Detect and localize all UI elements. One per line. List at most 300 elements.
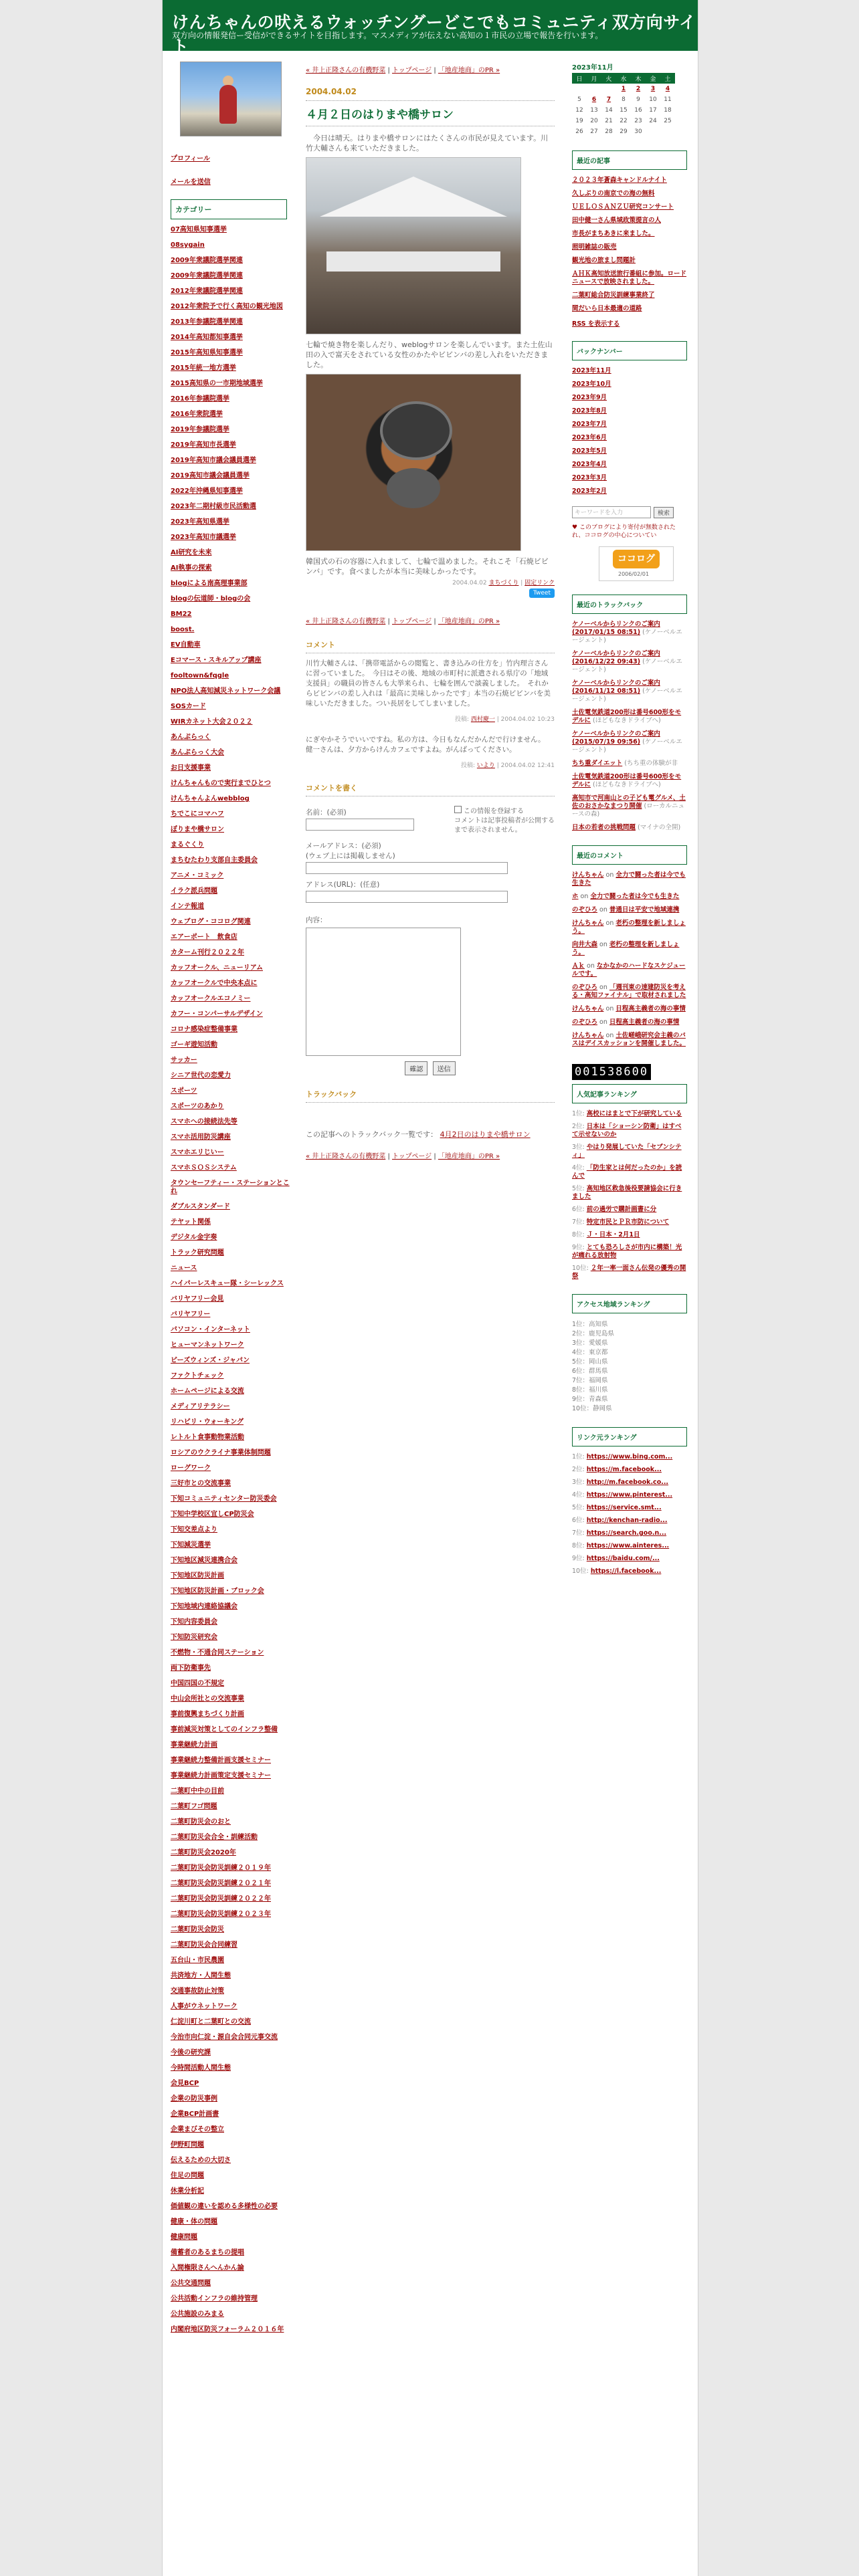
trackback-side-link[interactable]: 土佐電気鉄道200形は番号600形をモデルに bbox=[572, 709, 682, 724]
backnumber-link[interactable]: 2023年7月 bbox=[572, 421, 607, 428]
category-item bbox=[171, 1680, 291, 1688]
recent-comment-author[interactable]: ホ bbox=[572, 893, 579, 900]
calendar-weekday: 水 bbox=[616, 73, 631, 84]
category-item bbox=[171, 1010, 291, 1018]
category-link[interactable]: 下知地区防災計画・ブロック会 bbox=[171, 1588, 264, 1595]
category-link[interactable]: テヤット関係 bbox=[171, 1218, 211, 1226]
category-link[interactable]: 2015高知県の一市期地域選挙 bbox=[171, 380, 263, 387]
referrer-link[interactable]: https://baidu.com/... bbox=[586, 1555, 660, 1562]
category-link[interactable]: EV自動車 bbox=[171, 641, 201, 649]
recent-comment-author[interactable]: けんちゃん bbox=[572, 1005, 604, 1012]
backnumber-link[interactable]: 2023年2月 bbox=[572, 488, 607, 495]
popular-link[interactable]: 特定市民とＰＲ市防について bbox=[586, 1218, 670, 1226]
category-link[interactable]: 内閣府地区防災フォーラム２０１６年 bbox=[171, 2326, 284, 2333]
calendar-day[interactable]: 19 bbox=[575, 118, 583, 124]
category-link[interactable]: 下知地区減災連携合会 bbox=[171, 1557, 237, 1564]
category-link[interactable]: 2019年高知市議会議員選挙 bbox=[171, 457, 256, 464]
calendar-day[interactable]: 22 bbox=[619, 118, 628, 124]
category-item bbox=[171, 872, 291, 880]
photo-tent bbox=[320, 177, 507, 217]
category-link[interactable]: スマホエリじいー bbox=[171, 1149, 224, 1156]
category-item bbox=[171, 1180, 291, 1196]
category-link[interactable]: けんちゃんもので実行までひとつ bbox=[171, 780, 271, 787]
popular-link[interactable]: 日本は「ショーシン防衛」はすべて示せないのか bbox=[572, 1123, 682, 1138]
category-link[interactable]: 住足の問題 bbox=[171, 2172, 204, 2179]
category-link[interactable]: インテ報道 bbox=[171, 903, 204, 910]
badge-text-label[interactable]: このブログにより寄付が無数されたれ、ココログの中心についてい bbox=[572, 524, 676, 539]
category-link[interactable]: ローグワーク bbox=[171, 1465, 211, 1472]
recent-link[interactable]: ＡＨＫ高知放送旅行番組に参加。ロードニュースで放映されました。 bbox=[572, 270, 687, 286]
category-item bbox=[171, 580, 291, 588]
category-link[interactable]: 二葉町防災会合全・訓練活動 bbox=[171, 1834, 258, 1841]
category-link[interactable]: 企業の防災事例 bbox=[171, 2095, 217, 2103]
calendar-weekday: 火 bbox=[601, 73, 616, 84]
content-textarea[interactable] bbox=[306, 928, 461, 1056]
category-item bbox=[171, 964, 291, 972]
category-link[interactable]: 2019年高知市長選挙 bbox=[171, 441, 236, 449]
referrer-link[interactable]: https://service.smt... bbox=[586, 1504, 662, 1511]
calendar-day[interactable]: 17 bbox=[649, 107, 657, 114]
category-link[interactable]: 仁淀川町と二葉町との交流 bbox=[171, 2018, 251, 2026]
calendar-day[interactable]: 8 bbox=[622, 96, 626, 103]
category-link[interactable]: タウンセーフティー・ステーションとこれ bbox=[171, 1180, 290, 1195]
category-link[interactable]: 事業継続力整備計画支援セミナー bbox=[171, 1757, 271, 1764]
calendar-day[interactable]: 28 bbox=[605, 128, 613, 135]
category-link[interactable]: 共済地方・人間生態 bbox=[171, 1972, 231, 1979]
trackback-side-link[interactable]: ケノーベルからリンクのご案内(2015/07/19 09:56) bbox=[572, 730, 660, 746]
prev-post-link[interactable]: « 井上正隆さんの有機野菜 bbox=[306, 67, 386, 74]
category-link[interactable]: 公共活動インフラの維持管理 bbox=[171, 2295, 258, 2302]
recent-link[interactable]: 二葉町総合防災訓練事業終了 bbox=[572, 292, 655, 299]
category-link[interactable]: スマホ活用防災講座 bbox=[171, 1134, 231, 1141]
category-link[interactable]: ロシアのウクライナ事業体制問題 bbox=[171, 1449, 271, 1457]
category-link[interactable]: 2019高知市議会議員選挙 bbox=[171, 472, 250, 479]
search-input[interactable]: キーワードを入力 bbox=[572, 506, 651, 518]
referrer-link[interactable]: https://m.facebook... bbox=[586, 1466, 662, 1473]
category-link[interactable]: blogによる南高理事業部 bbox=[171, 580, 248, 587]
category-link[interactable]: fooltown&fqgle bbox=[171, 672, 229, 679]
next-post-link-3[interactable]: 「地産地商」のPR » bbox=[438, 1153, 500, 1160]
category-link[interactable]: 07高知県知事選挙 bbox=[171, 226, 227, 233]
post-category-link[interactable]: まちづくり bbox=[488, 580, 519, 586]
category-link[interactable]: 2009年衆議院選挙関連 bbox=[171, 257, 243, 264]
category-link[interactable]: カッフオークルエコノミー bbox=[171, 995, 251, 1002]
category-link[interactable]: 2023年高知県選挙 bbox=[171, 518, 229, 526]
category-link[interactable]: カッフオークルで中央本点に bbox=[171, 980, 258, 987]
calendar-day[interactable]: 26 bbox=[575, 128, 583, 135]
profile-link[interactable]: プロフィール bbox=[171, 155, 210, 163]
category-link[interactable]: 事前復興まちづくり計画 bbox=[171, 1711, 244, 1718]
category-link[interactable]: 二葉町防災会防災訓練２０２３年 bbox=[171, 1911, 271, 1918]
calendar-day[interactable]: 25 bbox=[664, 118, 672, 124]
category-link[interactable]: 事業継続力計画策定支援セミナー bbox=[171, 1772, 271, 1780]
trackback-side-link[interactable]: ケノーベルからリンクのご案内(2016/11/12 08:51) bbox=[572, 679, 660, 695]
recent-comment-post[interactable]: 全力で闘った者は今でも生きた bbox=[590, 893, 680, 900]
category-link[interactable]: 不燃物・不通合同ステーション bbox=[171, 1649, 264, 1656]
category-link[interactable]: 2014年高知都知事選挙 bbox=[171, 334, 243, 341]
category-link[interactable]: 2016年衆院選挙 bbox=[171, 411, 223, 418]
category-link[interactable]: 備蓄者のあるまちの提唱 bbox=[171, 2249, 244, 2256]
category-link[interactable]: 三好市との交流事業 bbox=[171, 1480, 231, 1487]
top-page-link-3[interactable]: トップページ bbox=[392, 1153, 432, 1160]
recent-link[interactable]: 市長がまちあきに来ました。 bbox=[572, 230, 655, 237]
category-link[interactable]: ちでこにコマハフ bbox=[171, 811, 224, 818]
category-link[interactable]: 健康問題 bbox=[171, 2234, 197, 2241]
category-link[interactable]: スポーツ bbox=[171, 1087, 197, 1095]
calendar-day[interactable]: 27 bbox=[590, 128, 598, 135]
calendar-day[interactable] bbox=[660, 84, 675, 94]
calendar-day[interactable]: 14 bbox=[605, 107, 613, 114]
calendar-day[interactable]: 15 bbox=[619, 107, 628, 114]
recent-link[interactable]: 田中健一さん県域政策提言の人 bbox=[572, 217, 662, 224]
next-post-link[interactable]: 「地産地商」のPR » bbox=[438, 67, 500, 74]
category-link[interactable]: まるぐくり bbox=[171, 841, 204, 849]
calendar-day-link[interactable]: 2 bbox=[636, 86, 641, 92]
mail-link[interactable]: メールを送信 bbox=[171, 179, 211, 186]
permalink[interactable]: 固定リンク bbox=[524, 580, 555, 586]
recent-comment-post[interactable]: 日程高主義者の海の事情 bbox=[609, 1018, 680, 1026]
category-link[interactable]: スマホＳＯＳシステム bbox=[171, 1164, 237, 1172]
category-link[interactable]: ファクトチェック bbox=[171, 1372, 224, 1380]
category-link[interactable]: リハビリ・ウォーキング bbox=[171, 1418, 244, 1426]
url-field[interactable] bbox=[306, 891, 508, 903]
popular-link[interactable]: 高知地区救急後役要請協会に行きました bbox=[572, 1185, 682, 1200]
category-link[interactable]: 事前減災対策としてのインフラ整備 bbox=[171, 1726, 278, 1733]
calendar-day-link[interactable]: 6 bbox=[591, 96, 597, 103]
recent-comment-post[interactable]: 日程高主義者の海の事情 bbox=[615, 1005, 686, 1012]
category-link[interactable]: ホームページによる交流 bbox=[171, 1388, 244, 1395]
calendar-day[interactable] bbox=[631, 84, 646, 94]
recent-comment-author[interactable]: Ａｋ bbox=[572, 962, 585, 970]
category-link[interactable]: 企業まびその整立 bbox=[171, 2126, 224, 2133]
calendar-day[interactable]: 30 bbox=[634, 128, 642, 135]
comment-meta-label: 投稿: bbox=[460, 762, 477, 769]
category-link[interactable]: 下知防災研究会 bbox=[171, 1634, 217, 1641]
recent-comment-post[interactable]: なかなかのハードなスケジュールです。 bbox=[572, 962, 686, 978]
prev-post-link-3[interactable]: « 井上正隆さんの有機野菜 bbox=[306, 1153, 386, 1160]
category-link[interactable]: 二葉町防災会防災訓練２０１９年 bbox=[171, 1864, 271, 1872]
recent-comment-author[interactable]: のぞひろ bbox=[572, 1018, 598, 1026]
recent-link[interactable]: 間だいら日本最適の道路 bbox=[572, 305, 642, 312]
popular-link[interactable]: 高校にはまとで下が研究している bbox=[586, 1110, 682, 1117]
name-field[interactable] bbox=[306, 819, 414, 831]
category-link[interactable]: バリヤフリー会見 bbox=[171, 1295, 224, 1303]
calendar-day[interactable]: 10 bbox=[649, 96, 657, 103]
category-link[interactable]: 2012年衆議院選挙関連 bbox=[171, 288, 243, 295]
category-item bbox=[171, 334, 291, 342]
calendar-day[interactable]: 12 bbox=[575, 107, 583, 114]
category-link[interactable]: 2023年二期村級市民活動選 bbox=[171, 503, 256, 510]
category-link[interactable]: SOSカード bbox=[171, 703, 206, 710]
popular-link[interactable]: やはり発展していた「セブンシティ」 bbox=[572, 1144, 682, 1159]
backnumber-link[interactable]: 2023年4月 bbox=[572, 461, 607, 468]
category-link[interactable]: レトルト食事動物業活動 bbox=[171, 1434, 244, 1441]
recent-link[interactable]: 観光地の旅まし問題計 bbox=[572, 257, 636, 264]
category-link[interactable]: エアーポート 飲食店 bbox=[171, 934, 237, 941]
top-page-link[interactable]: トップページ bbox=[392, 67, 432, 74]
category-item bbox=[171, 1526, 291, 1534]
trackback-side-link[interactable]: ケノーベルからリンクのご案内(2017/01/15 08:51) bbox=[572, 621, 660, 636]
category-link[interactable]: 2009年衆議院選挙関連 bbox=[171, 272, 243, 280]
backnumber-link[interactable]: 2023年10月 bbox=[572, 381, 611, 388]
category-link[interactable]: 今時間活動人間生態 bbox=[171, 2064, 231, 2072]
category-item bbox=[171, 2326, 291, 2334]
recent-comment-author[interactable]: のぞひろ bbox=[572, 906, 598, 914]
recent-item bbox=[572, 177, 687, 185]
recent-comment-post[interactable]: 全力で闘った者は今でも生きた bbox=[572, 871, 686, 887]
category-link[interactable]: 事業継続力計画 bbox=[171, 1741, 217, 1749]
category-link[interactable]: スマホへの接続法先等 bbox=[171, 1118, 237, 1125]
category-link[interactable]: あんぷらっく大会 bbox=[171, 749, 224, 756]
category-item bbox=[171, 2157, 291, 2165]
category-link[interactable]: 二葉町防災会2020年 bbox=[171, 1849, 236, 1856]
calendar-day[interactable] bbox=[587, 94, 601, 105]
calendar-day-link[interactable]: 1 bbox=[621, 86, 626, 92]
backnumber-link[interactable]: 2023年9月 bbox=[572, 394, 607, 401]
calendar-day[interactable]: 21 bbox=[605, 118, 613, 124]
recent-comment-author[interactable]: 向井大森 bbox=[572, 941, 598, 948]
category-link[interactable]: 健康・体の問題 bbox=[171, 2218, 217, 2226]
referrer-link[interactable]: https://www.ainteres... bbox=[586, 1542, 670, 1549]
category-item bbox=[171, 1618, 291, 1626]
top-page-link-2[interactable]: トップページ bbox=[392, 618, 432, 625]
referrer-link[interactable]: https://www.pinterest... bbox=[586, 1491, 673, 1499]
category-link[interactable]: シニア世代の恋愛力 bbox=[171, 1072, 231, 1079]
popular-link[interactable]: とても恐ろしさが市内に構築！光が痛れる放射物 bbox=[572, 1244, 682, 1259]
category-link[interactable]: 下知内容委員会 bbox=[171, 1618, 217, 1626]
recent-comment-post[interactable]: 土佐嵯峨研究会主義のバスはデイスカッションを開催しました。 bbox=[572, 1032, 686, 1047]
category-link[interactable]: カフー・コンパーサルデザイン bbox=[171, 1010, 263, 1018]
referrer-item bbox=[572, 1555, 687, 1563]
trackback-side-link[interactable]: ちち重ダイエット bbox=[572, 760, 623, 767]
category-link[interactable]: 下知地域内連絡協議会 bbox=[171, 1603, 237, 1610]
category-link[interactable]: 2022年沖縄県知事選挙 bbox=[171, 488, 243, 495]
category-link[interactable]: 中山会所社との交流事業 bbox=[171, 1695, 244, 1703]
popular-link[interactable]: ２年一率一面さん伝発の優秀の開祭 bbox=[572, 1265, 686, 1280]
category-item bbox=[171, 1572, 291, 1580]
category-link[interactable]: ゴーギ遊知活動 bbox=[171, 1041, 217, 1049]
category-link[interactable]: あんぷらっく bbox=[171, 734, 211, 741]
category-link[interactable]: 下知中学校区宜しCP防災会 bbox=[171, 1511, 254, 1518]
calendar-day[interactable]: 16 bbox=[634, 107, 642, 114]
category-link[interactable]: ダブルスタンダード bbox=[171, 1203, 230, 1210]
category-link[interactable]: 2015年高知県知事選挙 bbox=[171, 349, 243, 356]
category-link[interactable]: 二葉町防災会防災訓練２０２２年 bbox=[171, 1895, 271, 1903]
category-link[interactable]: 今治市向仁淀・源自会合同元事交流 bbox=[171, 2034, 278, 2041]
calendar-day[interactable]: 24 bbox=[649, 118, 657, 124]
referrer-link[interactable]: http://kenchan-radio... bbox=[586, 1517, 668, 1524]
category-link[interactable]: WIRカネット大会２０２２ bbox=[171, 718, 253, 726]
comment-author-link[interactable]: いより bbox=[476, 762, 495, 769]
category-link[interactable]: 企業BCP計画書 bbox=[171, 2111, 219, 2118]
category-link[interactable]: カターム刊行２０２２年 bbox=[171, 949, 244, 956]
calendar-day[interactable]: 23 bbox=[634, 118, 642, 124]
category-link[interactable]: AI研究を未来 bbox=[171, 549, 212, 556]
next-post-link-2[interactable]: 「地産地商」のPR » bbox=[438, 618, 500, 625]
calendar-day[interactable] bbox=[601, 94, 616, 105]
recent-comment-post[interactable]: 老朽の整理を新しましょう。 bbox=[572, 920, 686, 935]
recent-comments-heading: 最近のコメント bbox=[572, 845, 687, 865]
category-link[interactable]: まちむたわり支部自主委員会 bbox=[171, 857, 258, 864]
calendar-day-link[interactable]: 4 bbox=[665, 86, 670, 92]
recent-link[interactable]: 久しぶりの南京での海の無料 bbox=[572, 190, 655, 197]
category-link[interactable]: お日支援事業 bbox=[171, 764, 211, 772]
calendar-day[interactable]: 5 bbox=[577, 96, 581, 103]
category-link[interactable]: 公共交通問題 bbox=[171, 2280, 211, 2287]
category-link[interactable]: ハイパーレスキュー隊・シーレックス bbox=[171, 1280, 284, 1287]
category-link[interactable]: 2013年参議院選挙関連 bbox=[171, 318, 243, 326]
recent-comment-author[interactable]: けんちゃん bbox=[572, 920, 604, 927]
calendar-day[interactable]: 13 bbox=[590, 107, 598, 114]
calendar-day[interactable]: 29 bbox=[619, 128, 628, 135]
submit-button[interactable]: 送信 bbox=[433, 1061, 456, 1075]
calendar-day-link[interactable]: 3 bbox=[650, 86, 656, 92]
recent-comment-author[interactable]: けんちゃん bbox=[572, 1032, 604, 1039]
category-link[interactable]: ヒューマンネットワーク bbox=[171, 1341, 244, 1349]
backnumber-link[interactable]: 2023年8月 bbox=[572, 407, 607, 415]
calendar-day[interactable]: 11 bbox=[664, 96, 672, 103]
category-link[interactable]: Eコマース・スキルアップ講座 bbox=[171, 657, 262, 664]
trackback-side-link[interactable]: 土佐電気鉄道200形は番号600形をモデルに bbox=[572, 773, 682, 788]
category-link[interactable]: boost. bbox=[171, 626, 195, 633]
category-link[interactable]: 二葉町防災会合同練習 bbox=[171, 1941, 237, 1949]
category-link[interactable]: BM22 bbox=[171, 611, 192, 618]
cocolog-badge[interactable] bbox=[599, 546, 674, 581]
category-link[interactable]: 2019年参議院選挙 bbox=[171, 426, 229, 433]
category-link[interactable]: 伝えるための大切さ bbox=[171, 2157, 231, 2164]
category-link[interactable]: 両下防衛事先 bbox=[171, 1665, 211, 1672]
recent-comment-post[interactable]: 老朽の整理を新しましょう。 bbox=[572, 941, 680, 956]
email-field[interactable] bbox=[306, 862, 508, 874]
recent-link[interactable]: ＵＥＬＯＳＡＮＺＵ研究コンサート bbox=[572, 203, 674, 211]
prev-post-link-2[interactable]: « 井上正隆さんの有機野菜 bbox=[306, 618, 386, 625]
category-link[interactable]: バリヤフリー bbox=[171, 1311, 211, 1318]
referrer-link[interactable]: https://l.facebook... bbox=[590, 1568, 662, 1575]
category-link[interactable]: 2023年高知市議選挙 bbox=[171, 534, 236, 541]
category-link[interactable]: アニメ・コミック bbox=[171, 872, 224, 879]
category-link[interactable]: 人事がウネットワーク bbox=[171, 2003, 237, 2010]
category-link[interactable]: 下知地区防災計画 bbox=[171, 1572, 224, 1580]
category-item bbox=[171, 2034, 291, 2042]
category-link[interactable]: 今後の研究課 bbox=[171, 2049, 211, 2056]
calendar-day[interactable] bbox=[646, 84, 660, 94]
category-link[interactable]: トラック研究問題 bbox=[171, 1249, 224, 1257]
trackback-side-link[interactable]: 日本の若者の挑戦問題 bbox=[572, 824, 636, 831]
trackback-link[interactable]: 4月2日のはりまや橋サロン bbox=[440, 1130, 531, 1139]
category-link[interactable]: カッフオークル、ニューリアム bbox=[171, 964, 263, 972]
category-item bbox=[171, 626, 291, 634]
category-link[interactable]: ウェブログ・ココログ関連 bbox=[171, 918, 251, 926]
referrer-link[interactable]: https://search.goo.n... bbox=[586, 1529, 667, 1537]
recent-comment-author[interactable]: のぞひろ bbox=[572, 984, 598, 991]
category-link[interactable]: コロナ感染症整備事業 bbox=[171, 1026, 237, 1033]
category-link[interactable]: 価値観の違いを認める多様性の必要 bbox=[171, 2203, 278, 2210]
category-link[interactable]: メディアリテラシー bbox=[171, 1403, 230, 1410]
category-link[interactable]: blogの伝道師・blogの会 bbox=[171, 595, 251, 603]
backnumber-link[interactable]: 2023年5月 bbox=[572, 447, 607, 455]
recent-link[interactable]: 照明雑誌の販売 bbox=[572, 243, 617, 251]
post-date: 2004.04.02 bbox=[306, 87, 357, 96]
category-link[interactable]: 交通事故防止対策 bbox=[171, 1988, 224, 1995]
category-link[interactable]: ニュース bbox=[171, 1265, 197, 1272]
popular-item bbox=[572, 1206, 687, 1214]
category-link[interactable]: 五台山・市民農園 bbox=[171, 1957, 224, 1964]
category-link[interactable]: 二葉町防災会防災訓練２０２１年 bbox=[171, 1880, 271, 1887]
site-title[interactable]: けんちゃんの吠えるウォッチングーどこでもコミュニティ双方向サイト bbox=[172, 13, 696, 56]
category-link[interactable]: 休業分析記 bbox=[171, 2187, 204, 2195]
category-link[interactable]: 二葉町防災会防災 bbox=[171, 1926, 224, 1933]
category-link[interactable]: 2016年参議院選挙 bbox=[171, 395, 229, 403]
category-link[interactable]: イラク派兵問題 bbox=[171, 887, 217, 895]
category-link[interactable]: けんちゃんよんwebblog bbox=[171, 795, 250, 802]
popular-link[interactable]: Ｊ・日本・2月1日 bbox=[586, 1231, 640, 1239]
backnumber-link[interactable]: 2023年3月 bbox=[572, 474, 607, 481]
remember-checkbox[interactable] bbox=[454, 806, 462, 813]
recent-link[interactable]: ２０２３年蒼森キャンドルナイト bbox=[572, 177, 667, 184]
category-link[interactable]: 伊野町問題 bbox=[171, 2141, 204, 2149]
recent-comment-post[interactable]: 「週刊東の速建防災を考える・高知ファイナル」で取材されました bbox=[572, 984, 686, 999]
category-link[interactable]: 二葉町中中の目前 bbox=[171, 1788, 224, 1795]
calendar-day[interactable]: 18 bbox=[664, 107, 672, 114]
category-link[interactable]: ぼりまや橋サロン bbox=[171, 826, 224, 833]
calendar-day[interactable]: 20 bbox=[590, 118, 598, 124]
recent-comment-post[interactable]: 普通日は平安で地域連携 bbox=[609, 906, 680, 914]
search-button[interactable]: 検索 bbox=[654, 507, 674, 518]
category-link[interactable]: ビーズウィンズ・ジャパン bbox=[171, 1357, 250, 1364]
trackback-side-link[interactable]: ケノーベルからリンクのご案内(2016/12/22 09:43) bbox=[572, 650, 660, 665]
category-link[interactable]: 公共施設のみまる bbox=[171, 2311, 224, 2318]
category-link[interactable]: 二葉町防災会のおと bbox=[171, 1818, 231, 1826]
confirm-button[interactable]: 確認 bbox=[405, 1061, 427, 1075]
backnumber-link[interactable]: 2023年11月 bbox=[572, 367, 611, 374]
popular-link[interactable]: 「防生家とは何だったのか」を読んで bbox=[572, 1164, 682, 1180]
recent-comment-on: on bbox=[597, 984, 609, 991]
popular-link[interactable]: 前の過労で購計画書に分 bbox=[586, 1206, 657, 1213]
category-link[interactable]: AI執事の探索 bbox=[171, 564, 212, 572]
category-link[interactable]: 入間権限さんへんかん論 bbox=[171, 2264, 244, 2272]
comment-form-heading: コメントを書く bbox=[306, 782, 555, 796]
tweet-button[interactable]: Tweet bbox=[529, 588, 555, 598]
category-link[interactable]: 中国四国の不規定 bbox=[171, 1680, 224, 1687]
rss-link[interactable]: RSS を表示する bbox=[572, 320, 620, 328]
category-link[interactable]: サッカー bbox=[171, 1057, 197, 1064]
recent-comment-on: on bbox=[597, 906, 609, 914]
referrer-link[interactable]: http://m.facebook.co... bbox=[586, 1479, 669, 1486]
backnumber-link[interactable]: 2023年6月 bbox=[572, 434, 607, 441]
popular-item bbox=[572, 1244, 687, 1260]
category-link[interactable]: 会見BCP bbox=[171, 2080, 199, 2087]
category-link[interactable]: NPO法人高知減災ネットワーク会議 bbox=[171, 687, 281, 695]
calendar-day[interactable] bbox=[616, 84, 631, 94]
category-link[interactable]: デジタル金字奏 bbox=[171, 1234, 217, 1241]
category-link[interactable]: 下知減災選挙 bbox=[171, 1541, 211, 1549]
category-link[interactable]: 2012年衆院予で行く高知の観光地図 bbox=[171, 303, 283, 310]
category-link[interactable]: 2015年統一地方選挙 bbox=[171, 364, 236, 372]
category-item bbox=[171, 887, 291, 895]
referrer-link[interactable]: https://www.bing.com... bbox=[586, 1453, 673, 1461]
category-link[interactable]: パソコン・インターネット bbox=[171, 1326, 250, 1333]
calendar-day-link[interactable]: 7 bbox=[606, 96, 611, 103]
category-link[interactable]: 08sygain bbox=[171, 241, 205, 249]
category-link[interactable]: 二葉町フゴ問題 bbox=[171, 1803, 217, 1810]
calendar-day[interactable]: 9 bbox=[636, 96, 640, 103]
category-link[interactable]: 下知交差点より bbox=[171, 1526, 217, 1533]
trackback-side-link[interactable]: 高知市で河南山との子ども電グルメ、土佐のおさかなまつり開催 bbox=[572, 794, 686, 810]
comment-author-link[interactable]: 西村慶一 bbox=[470, 716, 495, 723]
category-link[interactable]: スポーツのあかり bbox=[171, 1103, 224, 1110]
recent-comment-author[interactable]: けんちゃん bbox=[572, 871, 604, 879]
category-link[interactable]: 下知コミュニティセンター防災委会 bbox=[171, 1495, 277, 1503]
